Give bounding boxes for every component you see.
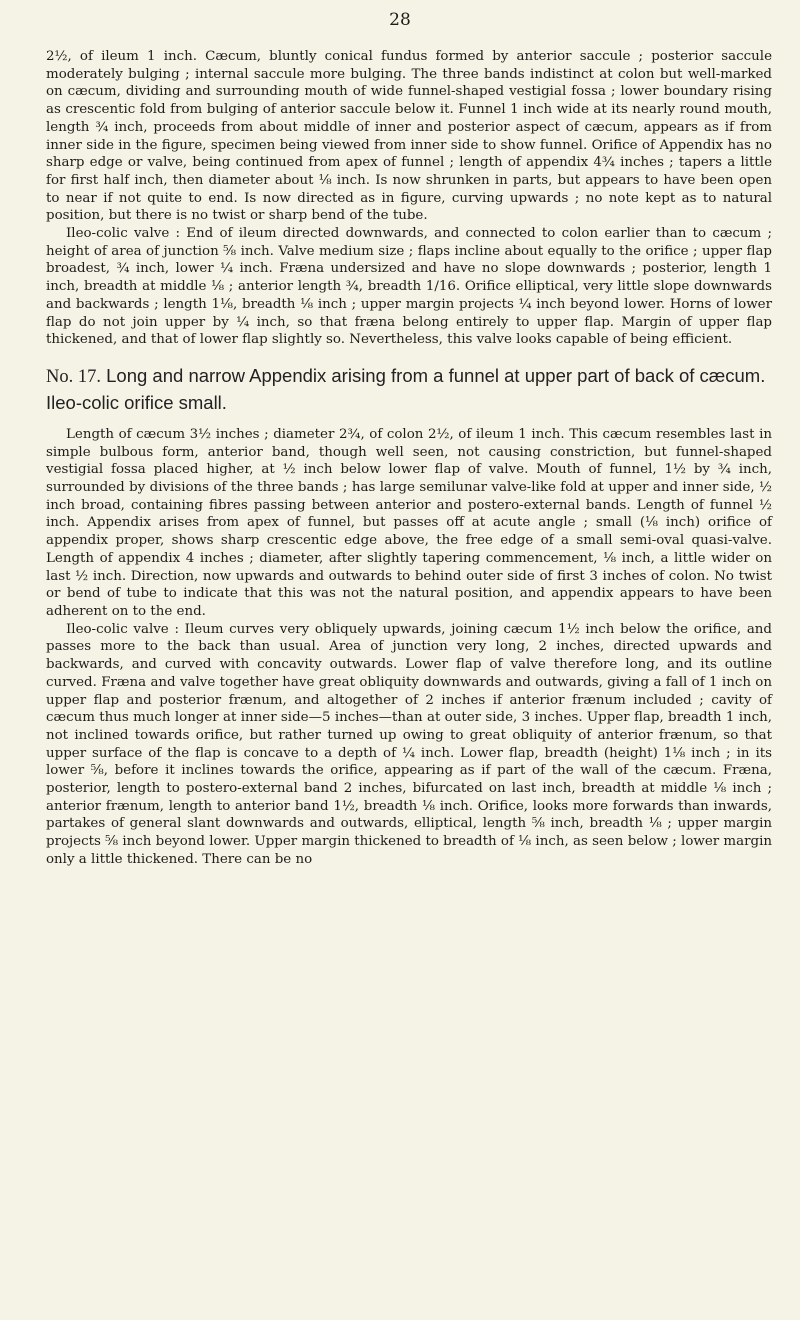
page-number: 28 (389, 10, 411, 30)
case-title: Long and narrow Appendix arising from a funnel at upper part of back of cæcum. Ileo-colic orifice small. (46, 364, 766, 413)
case-number: No. 17. (46, 366, 101, 387)
paragraph-ileo-colic-valve: Ileo-colic valve : End of ileum directed downwards, and connected to colon earlier than to cæcum ; height of area of junction ⅝ inch. Valve medium size ; flaps incline about equally to the orifice ; upper flap broadest, ¾ inch, lower ¼ inch. Fræna undersized and have no slope downwards ; posterior, length 1 inch, breadth at middle ⅛ ; anterior length ¾, breadth 1/16. Orifice elliptical, very little slope downwards and backwards ; length 1⅛, breadth ⅛ inch ; upper margin projects ¼ inch beyond lower. Horns of lower flap do not join upper by ¼ inch, so that fræna belong entirely to upper flap. Margin of upper flap thickened, and that of lower flap slightly so. Nevertheless, this valve looks capable of being efficient. (46, 226, 772, 348)
case-heading (46, 363, 772, 415)
paragraph-case-17-cecum: Length of cæcum 3½ inches ; diameter 2¾, of colon 2½, of ileum 1 inch. This cæcum resembles last in simple bulbous form, anterior band, though well seen, not causing constriction, but funnel-shaped vestigial fossa placed higher, at ½ inch below lower flap of valve. Mouth of funnel, 1½ by ¾ inch, surrounded by divisions of the three bands ; has large semilunar valve-like fold at upper and inner side, ½ inch broad, containing fibres passing between anterior and postero-external bands. Length of funnel ½ inch. Appendix arises from apex of funnel, but passes off at acute angle ; small (⅛ inch) orifice of appendix proper, shows sharp crescentic edge above, the free edge of a small semi-oval quasi-valve. Length of appendix 4 inches ; diameter, after slightly tapering commencement, ⅛ inch, a little wider on last ½ inch. Direction, now upwards and outwards to behind outer side of first 3 inches of colon. No twist or bend of tube to indicate that this was not the natural position, and appendix appears to have been adherent on to the end. (46, 426, 772, 619)
paragraph-case-17-valve: Ileo-colic valve : Ileum curves very obliquely upwards, joining cæcum 1½ inch below the orifice, and passes more to the back than usual. Area of junction very long, 2 inches, directed upwards and backwards, and curved with concavity outwards. Lower flap of valve therefore long, and its outline curved. Fræna and valve together have great obliquity downwards and outwards, giving a fall of 1 inch on upper flap and posterior frænum, and altogether of 2 inches if anterior frænum included ; cavity of cæcum thus much longer at inner side—5 inches—than at outer side, 3 inches. Upper flap, breadth 1 inch, not inclined towards orifice, but rather turned up owing to great obliquity of anterior frænum, so that upper surface of the flap is concave to a depth of ¼ inch. Lower flap, breadth (height) 1⅛ inch ; in its lower ⅝, before it inclines towards the orifice, appearing as if part of the wall of the cæcum. Fræna, posterior, length to postero-external band 2 inches, bifurcated on last inch, breadth at middle ⅛ inch ; anterior frænum, length to anterior band 1½, breadth ⅛ inch. Orifice, looks more forwards than inwards, partakes of general slant downwards and outwards, elliptical, length ⅝ inch, breadth ⅛ ; upper margin projects ⅝ inch beyond lower. Upper margin thickened to breadth of ⅛ inch, as seen below ; lower margin only a little thickened. There can be no (46, 621, 772, 867)
paragraph-cecum-continued: 2½, of ileum 1 inch. Cæcum, bluntly conical fundus formed by anterior saccule ; posterior saccule moderately bulging ; internal saccule more bulging. The three bands indistinct at colon but well-marked on cæcum, dividing and surrounding mouth of wide funnel-shaped vestigial fossa ; lower boundary rising as crescentic fold from bulging of anterior saccule below it. Funnel 1 inch wide at its nearly round mouth, length ¾ inch, proceeds from about middle of inner and posterior aspect of cæcum, appears as if from inner side in the figure, specimen being viewed from inner side to show funnel. Orifice of Appendix has no sharp edge or valve, being continued from apex of funnel ; length of appendix 4¾ inches ; tapers a little for first half inch, then diameter about ⅛ inch. Is now shrunken in parts, but appears to have been open to near if not quite to end. Is now directed as in figure, curving upwards ; no note kept as to natural position, but there is no twist or sharp bend of the tube. (46, 49, 772, 224)
body-text (46, 48, 772, 869)
